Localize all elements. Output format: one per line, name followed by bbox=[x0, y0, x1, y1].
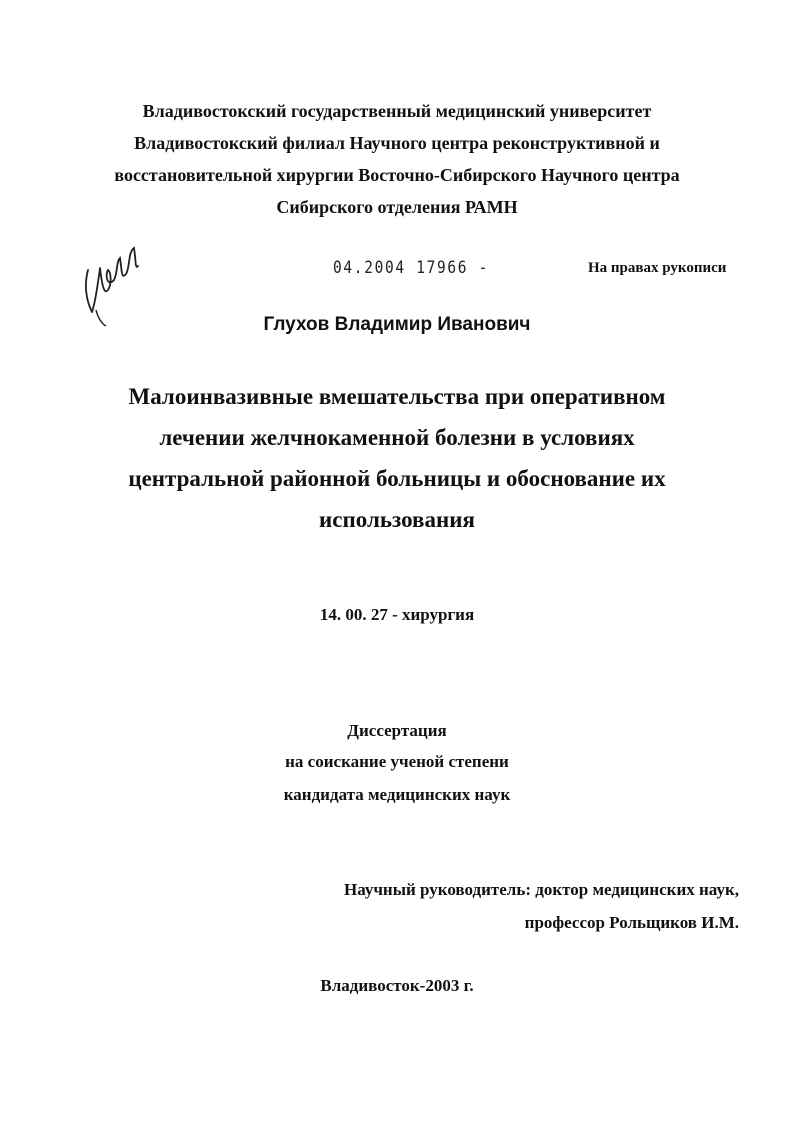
title-line-4: использования bbox=[319, 507, 475, 532]
header-line-3: восстановительной хирургии Восточно-Сибирского Научного центра bbox=[114, 165, 680, 185]
degree-line-2: на соискание ученой степени bbox=[285, 752, 509, 771]
specialty-code: 14. 00. 27 - хирургия bbox=[319, 605, 475, 624]
header-line-2: Владивостокский филиал Научного центра реконструктивной и bbox=[134, 133, 660, 153]
place-year: Владивосток-2003 г. bbox=[320, 976, 474, 995]
supervisor-line-1: Научный руководитель: доктор медицинских наук, bbox=[343, 880, 739, 899]
title-line-1: Малоинвазивные вмешательства при оперативном bbox=[128, 384, 666, 409]
header-line-1: Владивостокский государственный медицинский университет bbox=[142, 101, 652, 121]
degree-line-3: кандидата медицинских наук bbox=[283, 785, 511, 804]
header-line-4: Сибирского отделения РАМН bbox=[276, 197, 518, 217]
rights-note: На правах рукописи bbox=[588, 260, 727, 276]
title-line-3: центральной районной больницы и обоснование их bbox=[128, 466, 666, 491]
author-name: Глухов Владимир Иванович bbox=[263, 314, 531, 335]
supervisor-line-2: профессор Рольщиков И.М. bbox=[524, 913, 739, 932]
degree-line-1: Диссертация bbox=[347, 721, 447, 740]
title-line-2: лечении желчнокаменной болезни в условиях bbox=[159, 425, 635, 450]
registration-stamp: 04.2004 17966 - bbox=[333, 258, 490, 278]
